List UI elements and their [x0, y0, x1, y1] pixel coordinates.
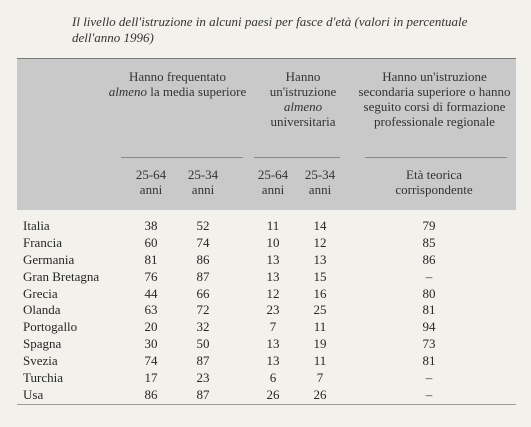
- table-body: [17, 217, 516, 403]
- value-university-25-64: 13: [266, 353, 280, 369]
- table-row: [17, 386, 516, 403]
- value-theoretical-age: –: [425, 268, 433, 284]
- header-group2-em: almeno: [283, 99, 323, 114]
- value-university-25-64: 11: [266, 218, 280, 233]
- value-high-school-25-34: 50: [196, 336, 210, 352]
- header-rule-group3: [365, 157, 507, 158]
- value-university-25-64: 13: [266, 251, 280, 267]
- value-high-school-25-34: 86: [196, 251, 210, 267]
- value-theoretical-age: –: [425, 386, 433, 402]
- country-cell: Germania: [23, 251, 75, 267]
- value-high-school-25-64: 81: [144, 251, 158, 267]
- table-row: [17, 335, 516, 352]
- table-header: [17, 58, 516, 210]
- table-row: [17, 251, 516, 268]
- header-group1-pre: Hanno frequentato: [128, 69, 227, 84]
- header-group1-em: almeno: [108, 84, 147, 99]
- value-university-25-34: 15: [313, 268, 327, 284]
- value-high-school-25-34: 52: [196, 218, 210, 233]
- value-university-25-64: 10: [266, 234, 280, 250]
- sub-header-g1-25-34: 25-34 anni: [187, 167, 219, 197]
- value-high-school-25-64: 44: [144, 285, 158, 301]
- value-high-school-25-64: 20: [144, 319, 158, 335]
- country-cell: Svezia: [23, 353, 58, 369]
- value-university-25-64: 6: [269, 370, 277, 386]
- value-high-school-25-34: 87: [196, 268, 210, 284]
- value-university-25-34: 12: [313, 234, 327, 250]
- header-group-university: [253, 69, 353, 129]
- value-university-25-34: 19: [313, 336, 327, 352]
- table-row: [17, 369, 516, 386]
- value-high-school-25-64: 63: [144, 302, 158, 318]
- value-university-25-34: 14: [313, 218, 327, 233]
- country-cell: Gran Bretagna: [23, 268, 100, 284]
- table-row: [17, 352, 516, 369]
- value-university-25-64: 12: [266, 285, 280, 301]
- value-university-25-34: 16: [313, 285, 327, 301]
- value-high-school-25-34: 23: [196, 370, 210, 386]
- value-university-25-64: 23: [266, 302, 280, 318]
- table-bottom-rule: [17, 404, 516, 405]
- value-high-school-25-64: 30: [144, 336, 158, 352]
- sub-header-g2-25-34: 25-34 anni: [304, 167, 336, 197]
- value-high-school-25-64: 38: [144, 218, 158, 233]
- table-row: [17, 217, 516, 234]
- header-group-vocational: Hanno un'istruzione secondaria superiore o hanno seguito corsi di formazione professionale regionale: [358, 69, 511, 129]
- value-theoretical-age: 80: [422, 285, 436, 301]
- value-university-25-64: 7: [269, 319, 277, 335]
- country-cell: Turchia: [23, 370, 63, 386]
- country-cell: Grecia: [23, 285, 58, 301]
- value-high-school-25-34: 66: [196, 285, 210, 301]
- value-high-school-25-64: 60: [144, 234, 158, 250]
- country-cell: Portogallo: [23, 319, 78, 335]
- table-row: [17, 318, 516, 335]
- value-high-school-25-34: 87: [196, 353, 210, 369]
- table-row: [17, 301, 516, 318]
- value-theoretical-age: 73: [422, 336, 436, 352]
- value-high-school-25-34: 74: [196, 234, 210, 250]
- value-university-25-34: 26: [313, 386, 327, 402]
- value-high-school-25-34: 72: [196, 302, 210, 318]
- header-rule-group1: [121, 157, 243, 158]
- value-theoretical-age: 85: [422, 234, 436, 250]
- value-university-25-34: 11: [313, 353, 327, 369]
- value-theoretical-age: 94: [422, 319, 436, 335]
- value-theoretical-age: 79: [422, 218, 436, 233]
- header-group-high-school: [105, 69, 250, 99]
- value-theoretical-age: –: [425, 370, 433, 386]
- value-university-25-64: 26: [266, 386, 280, 402]
- header-group2-pre: Hanno un'istruzione: [269, 69, 337, 99]
- value-high-school-25-64: 74: [144, 353, 158, 369]
- header-group2-post: universitaria: [270, 114, 336, 129]
- value-university-25-64: 13: [266, 336, 280, 352]
- value-theoretical-age: 86: [422, 251, 436, 267]
- country-cell: Francia: [23, 234, 62, 250]
- value-high-school-25-64: 76: [144, 268, 158, 284]
- sub-header-eta-teorica: Età teorica corrispondente: [395, 167, 473, 197]
- table-row: [17, 234, 516, 251]
- value-university-25-34: 13: [313, 251, 327, 267]
- value-high-school-25-64: 17: [144, 370, 158, 386]
- header-rule-group2: [254, 157, 340, 158]
- value-theoretical-age: 81: [422, 353, 436, 369]
- table-title: Il livello dell'istruzione in alcuni paesi per fasce d'età (valori in percentuale dell'anno 1996): [72, 14, 468, 45]
- table-row: [17, 285, 516, 302]
- value-university-25-34: 11: [313, 319, 327, 335]
- country-cell: Olanda: [23, 302, 61, 318]
- value-university-25-34: 25: [313, 302, 327, 318]
- header-group1-post: la media superiore: [150, 84, 247, 99]
- table-row: [17, 268, 516, 285]
- sub-header-g2-25-64: 25-64 anni: [257, 167, 289, 197]
- country-cell: Italia: [23, 218, 50, 233]
- sub-header-g1-25-64: 25-64 anni: [135, 167, 167, 197]
- value-high-school-25-34: 32: [196, 319, 210, 335]
- value-high-school-25-64: 86: [144, 386, 158, 402]
- value-university-25-34: 7: [316, 370, 324, 386]
- value-university-25-64: 13: [266, 268, 280, 284]
- value-theoretical-age: 81: [422, 302, 436, 318]
- value-high-school-25-34: 87: [196, 386, 210, 402]
- country-cell: Usa: [23, 386, 44, 402]
- country-cell: Spagna: [23, 336, 62, 352]
